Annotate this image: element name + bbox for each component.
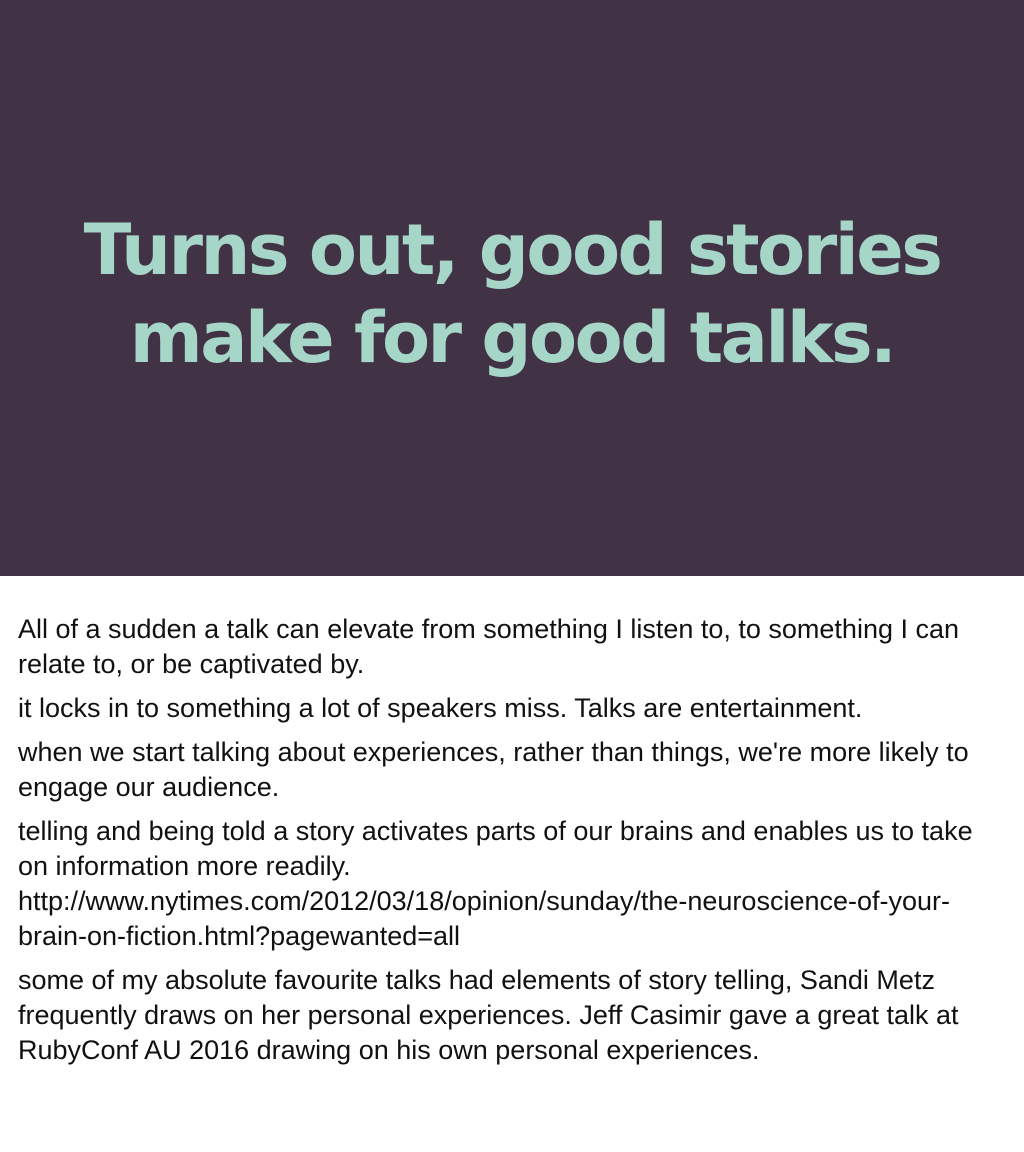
- speaker-notes: [18, 612, 1008, 1077]
- note-paragraph-1: All of a sudden a talk can elevate from something I listen to, to something I can relate to, or be captivated by.: [18, 614, 960, 679]
- note-paragraph-4: telling and being told a story activates parts of our brains and enables us to take on information more readily. http://www.nytimes.com/2012/03/18/opinion/sunday/the-neuroscience-of-your-brain-on-fiction.html?pagewanted=all: [18, 816, 973, 951]
- slide-title: Turns out, good stories make for good talks.: [83, 209, 941, 379]
- note-paragraph-2: it locks in to something a lot of speakers miss. Talks are entertainment.: [18, 693, 863, 723]
- note-paragraph-3: when we start talking about experiences, rather than things, we're more likely to engage our audience.: [18, 737, 969, 802]
- note-paragraph-5: some of my absolute favourite talks had elements of story telling, Sandi Metz frequently draws on her personal experiences. Jeff Casimir gave a great talk at RubyConf AU 2016 drawing on his own personal experiences.: [18, 965, 959, 1065]
